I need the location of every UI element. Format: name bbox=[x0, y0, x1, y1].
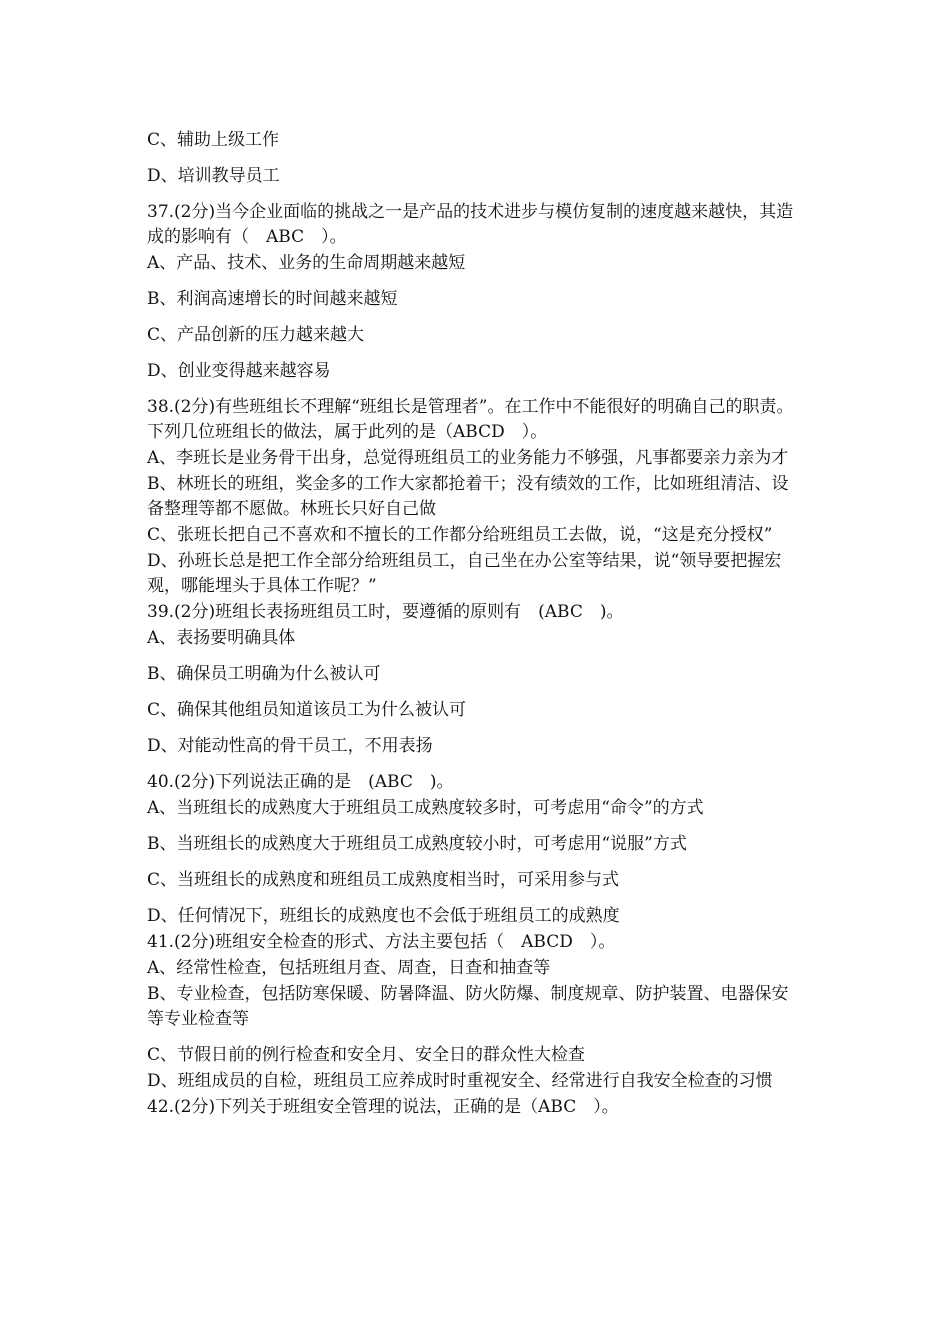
option-b-41: B、专业检查，包括防寒保暖、防暑降温、防火防爆、制度规章、防护装置、电器保安等专业检查等 bbox=[147, 984, 789, 1029]
option-d-37: D、创业变得越来越容易 bbox=[147, 361, 331, 381]
option-a-39: A、表扬要明确具体 bbox=[147, 628, 296, 648]
option-b-40: B、当班组长的成熟度大于班组员工成熟度较小时，可考虑用“说服”方式 bbox=[147, 834, 687, 854]
option-d-38: D、孙班长总是把工作全部分给班组员工，自己坐在办公室等结果，说“领导要把握宏观，哪能埋头于具体工作呢？” bbox=[147, 551, 782, 596]
option-c-40: C、当班组长的成熟度和班组员工成熟度相当时，可采用参与式 bbox=[147, 870, 620, 890]
question-38: 38.(2分)有些班组长不理解“班组长是管理者”。在工作中不能很好的明确自己的职责。下列几位班组长的做法，属于此列的是（ABCD ）。 bbox=[147, 397, 794, 442]
option-b-37: B、利润高速增长的时间越来越短 bbox=[147, 289, 398, 309]
option-c-41: C、节假日前的例行检查和安全月、安全日的群众性大检查 bbox=[147, 1045, 586, 1065]
option-a-41: A、经常性检查，包括班组月查、周查，日查和抽查等 bbox=[147, 958, 551, 978]
option-c-38: C、张班长把自己不喜欢和不擅长的工作都分给班组员工去做，说，“这是充分授权” bbox=[147, 525, 773, 545]
option-a-37: A、产品、技术、业务的生命周期越来越短 bbox=[147, 253, 466, 273]
question-41: 41.(2分)班组安全检查的形式、方法主要包括（ ABCD ）。 bbox=[147, 932, 616, 952]
question-40: 40.(2分)下列说法正确的是 (ABC )。 bbox=[147, 772, 454, 792]
option-c-36: C、辅助上级工作 bbox=[147, 130, 280, 150]
document-body bbox=[147, 128, 797, 1121]
option-a-38: A、李班长是业务骨干出身，总觉得班组员工的业务能力不够强，凡事都要亲力亲为才 bbox=[147, 448, 789, 468]
option-b-38: B、林班长的班组，奖金多的工作大家都抢着干；没有绩效的工作，比如班组清洁、设备整理等都不愿做。林班长只好自己做 bbox=[147, 474, 789, 519]
option-d-36: D、培训教导员工 bbox=[147, 166, 280, 186]
option-d-39: D、对能动性高的骨干员工，不用表扬 bbox=[147, 736, 433, 756]
option-c-39: C、确保其他组员知道该员工为什么被认可 bbox=[147, 700, 467, 720]
question-39: 39.(2分)班组长表扬班组员工时，要遵循的原则有 (ABC )。 bbox=[147, 602, 624, 622]
question-42: 42.(2分)下列关于班组安全管理的说法，正确的是（ABC ）。 bbox=[147, 1097, 619, 1117]
option-d-41: D、班组成员的自检，班组员工应养成时时重视安全、经常进行自我安全检查的习惯 bbox=[147, 1071, 773, 1091]
option-c-37: C、产品创新的压力越来越大 bbox=[147, 325, 365, 345]
option-a-40: A、当班组长的成熟度大于班组员工成熟度较多时，可考虑用“命令”的方式 bbox=[147, 798, 704, 818]
option-b-39: B、确保员工明确为什么被认可 bbox=[147, 664, 381, 684]
question-37: 37.(2分)当今企业面临的挑战之一是产品的技术进步与模仿复制的速度越来越快，其造成的影响有（ ABC ）。 bbox=[147, 202, 794, 247]
option-d-40: D、任何情况下，班组长的成熟度也不会低于班组员工的成熟度 bbox=[147, 906, 620, 926]
